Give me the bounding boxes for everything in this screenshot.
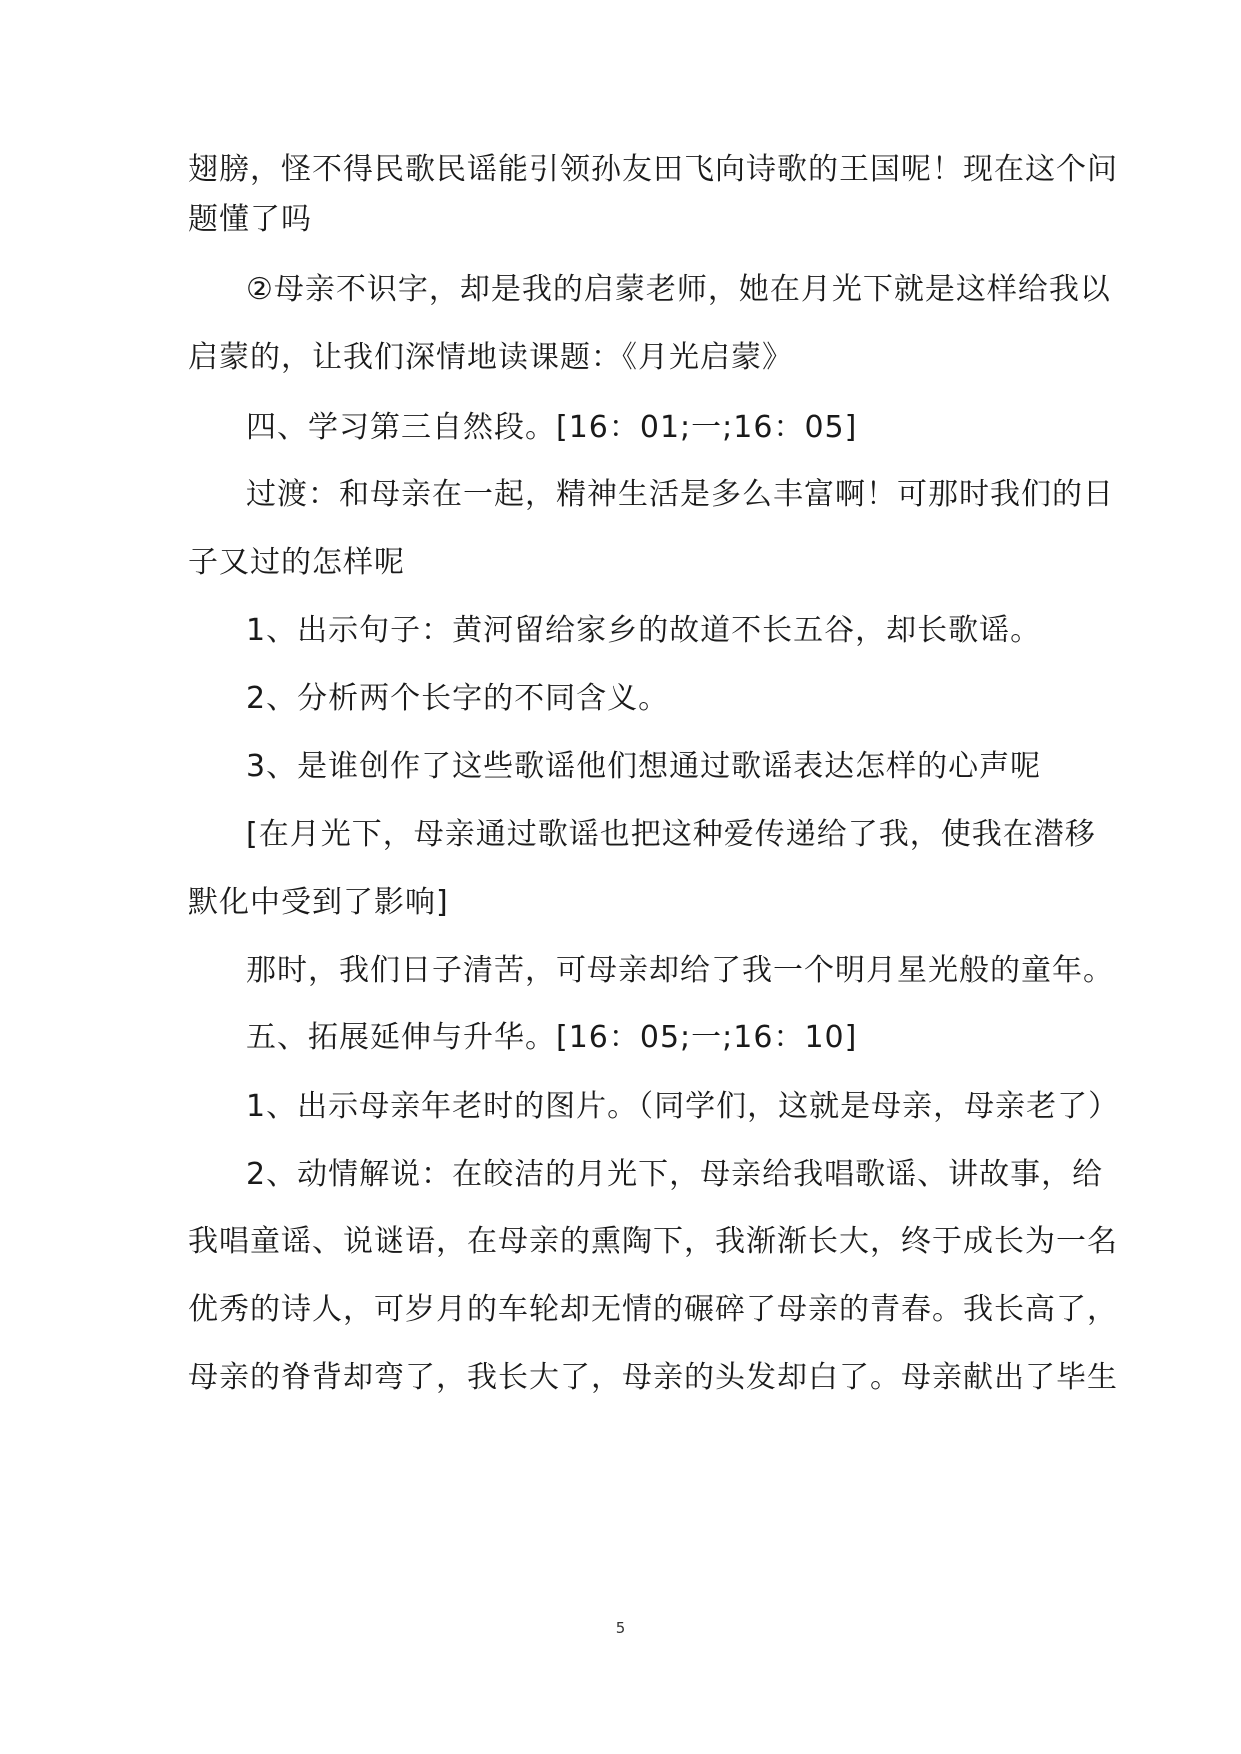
text-line: 1、出示母亲年老时的图片。（同学们，这就是母亲，母亲老了） (246, 1089, 1120, 1124)
text-line: 3、是谁创作了这些歌谣他们想通过歌谣表达怎样的心声呢 (246, 749, 1042, 784)
section-heading: 四、学习第三自然段。[16：01;一;16：05] (246, 410, 858, 445)
page-number: 5 (615, 1619, 626, 1637)
text-line: 那时，我们日子清苦，可母亲却给了我一个明月星光般的童年。 (246, 953, 1114, 988)
text-line: 启蒙的，让我们深情地读课题：《月光启蒙》 (188, 340, 793, 375)
text-line: 2、动情解说：在皎洁的月光下，母亲给我唱歌谣、讲故事，给 (246, 1157, 1104, 1192)
text-line: 母亲的脊背却弯了，我长大了，母亲的头发却白了。母亲献出了毕生 (188, 1360, 1118, 1395)
text-line: 子又过的怎样呢 (188, 545, 405, 580)
text-line: 过渡：和母亲在一起，精神生活是多么丰富啊！可那时我们的日 (246, 477, 1114, 512)
text-line: 2、分析两个长字的不同含义。 (246, 681, 670, 716)
text-line: [在月光下，母亲通过歌谣也把这种爱传递给了我，使我在潜移 (246, 817, 1096, 852)
section-heading: 五、拓展延伸与升华。[16：05;一;16：10] (246, 1020, 858, 1055)
text-line: 优秀的诗人，可岁月的车轮却无情的碾碎了母亲的青春。我长高了， (188, 1292, 1118, 1327)
text-line: 题懂了吗 (188, 202, 312, 237)
text-line: 翅膀，怪不得民歌民谣能引领孙友田飞向诗歌的王国呢！现在这个问 (188, 152, 1118, 187)
text-line: ②母亲不识字，却是我的启蒙老师，她在月光下就是这样给我以 (246, 272, 1111, 307)
text-line: 我唱童谣、说谜语，在母亲的熏陶下，我渐渐长大，终于成长为一名 (188, 1224, 1118, 1259)
text-line: 默化中受到了影响] (188, 885, 449, 920)
text-line: 1、出示句子：黄河留给家乡的故道不长五谷，却长歌谣。 (246, 613, 1042, 648)
